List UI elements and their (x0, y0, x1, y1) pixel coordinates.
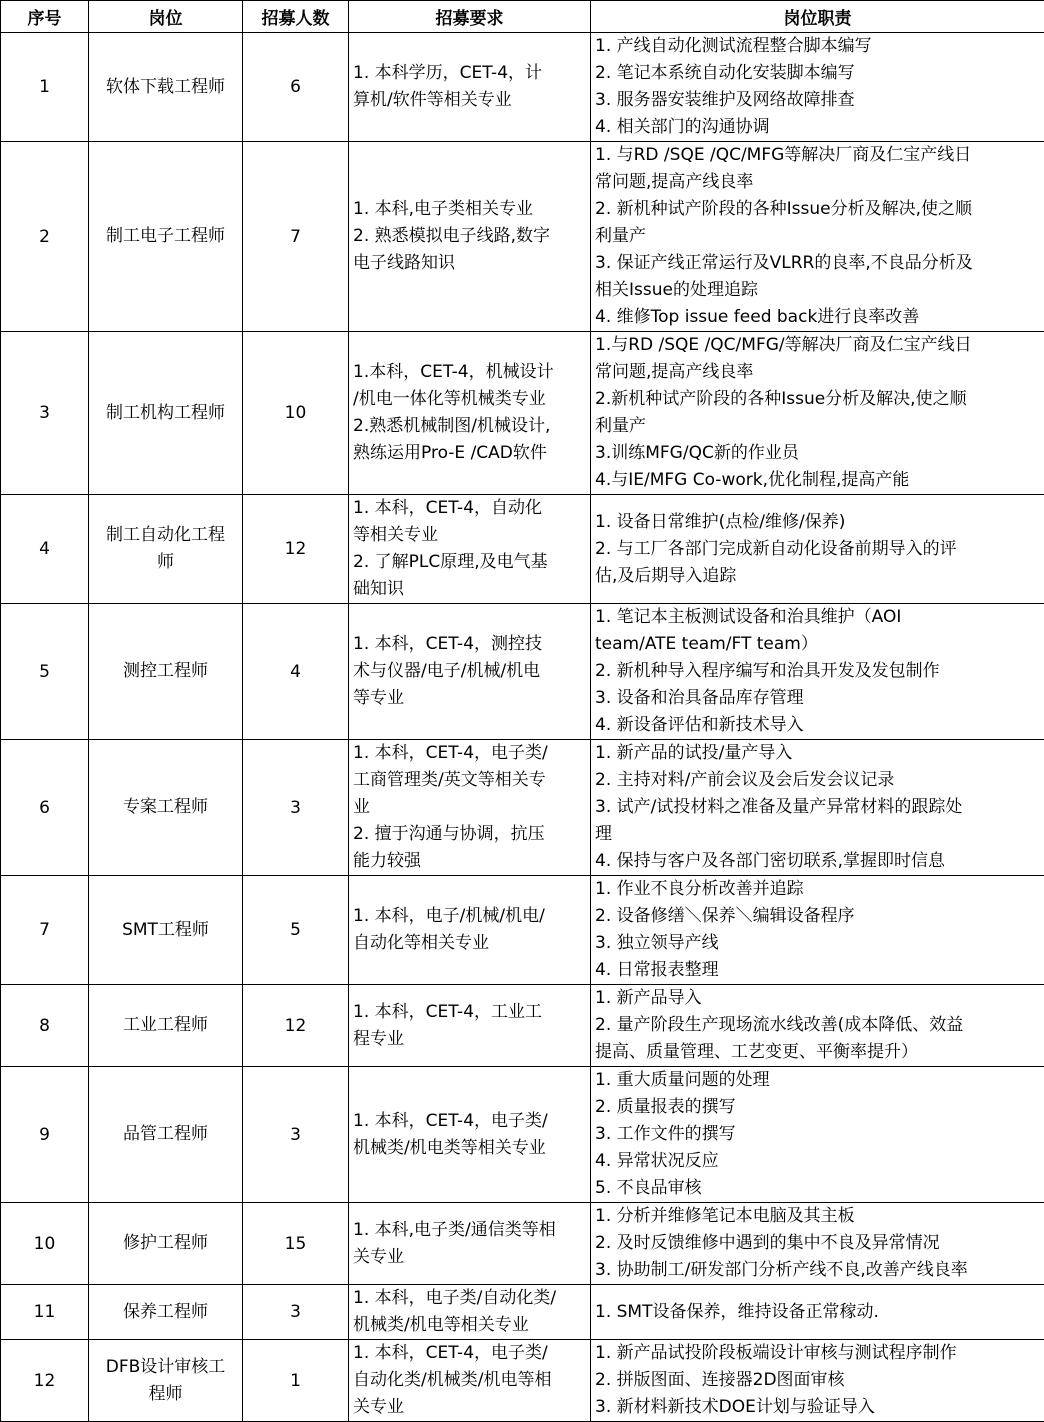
table-row (1, 1067, 1044, 1203)
cell-position (89, 985, 243, 1067)
duty-line: 4. 保持与客户及各部门密切联系,掌握即时信息 (595, 848, 1040, 875)
cell-headcount: 10 (243, 332, 349, 495)
requirement-line: 关专业 (353, 1394, 586, 1421)
requirement-line: 1. 本科，CET-4，测控技 (353, 631, 586, 658)
cell-duties (591, 1203, 1044, 1285)
table-row (1, 1285, 1044, 1340)
position-line: 测控工程师 (93, 658, 238, 685)
duty-line: 估,及后期导入追踪 (595, 563, 1040, 590)
cell-position (89, 332, 243, 495)
cell-headcount: 3 (243, 740, 349, 876)
position-line: 师 (93, 549, 238, 576)
cell-duties (591, 495, 1044, 604)
cell-requirements (349, 985, 591, 1067)
requirement-line: 1. 本科，CET-4，工业工 (353, 999, 586, 1026)
requirement-line: 1.本科，CET-4，机械设计 (353, 359, 586, 386)
cell-headcount: 1 (243, 1340, 349, 1422)
table-row (1, 876, 1044, 985)
cell-position (89, 876, 243, 985)
duty-line: 4.与IE/MFG Co-work,优化制程,提高产能 (595, 467, 1040, 494)
cell-duties (591, 985, 1044, 1067)
requirement-line: 2.熟悉机械制图/机械设计, (353, 413, 586, 440)
requirement-line: 程专业 (353, 1026, 586, 1053)
requirement-line: 1. 本科,电子类相关专业 (353, 196, 586, 223)
cell-position (89, 740, 243, 876)
header-duties: 岗位职责 (591, 1, 1044, 33)
cell-position (89, 495, 243, 604)
duty-line: 3. 工作文件的撰写 (595, 1121, 1040, 1148)
position-line: 制工机构工程师 (93, 400, 238, 427)
cell-requirements (349, 1285, 591, 1340)
duty-line: 3. 独立领导产线 (595, 930, 1040, 957)
cell-position (89, 1285, 243, 1340)
duty-line: 3. 保证产线正常运行及VLRR的良率,不良品分析及 (595, 250, 1040, 277)
position-line: 软体下载工程师 (93, 74, 238, 101)
position-line: 程师 (93, 1381, 238, 1408)
requirement-line: 1. 本科，CET-4，电子类/ (353, 1340, 586, 1367)
duty-line: 1. 笔记本主板测试设备和治具维护（AOI (595, 604, 1040, 631)
requirement-line: /机电一体化等机械类专业 (353, 386, 586, 413)
cell-requirements (349, 332, 591, 495)
duty-line: 1. 新产品试投阶段板端设计审核与测试程序制作 (595, 1340, 1040, 1367)
duty-line: 理 (595, 821, 1040, 848)
position-line: 保养工程师 (93, 1299, 238, 1326)
cell-position (89, 1203, 243, 1285)
cell-duties (591, 1067, 1044, 1203)
requirement-line: 2. 了解PLC原理,及电气基 (353, 549, 586, 576)
cell-duties (591, 876, 1044, 985)
cell-serial-no: 5 (1, 604, 89, 740)
requirement-line: 熟练运用Pro-E /CAD软件 (353, 440, 586, 467)
cell-duties (591, 604, 1044, 740)
cell-duties (591, 1285, 1044, 1340)
requirement-line: 1. 本科,电子类/通信类等相 (353, 1217, 586, 1244)
cell-headcount: 15 (243, 1203, 349, 1285)
cell-requirements (349, 1067, 591, 1203)
cell-requirements (349, 33, 591, 142)
requirement-line: 1. 本科，电子/机械/机电/ (353, 903, 586, 930)
cell-serial-no: 12 (1, 1340, 89, 1422)
cell-serial-no: 6 (1, 740, 89, 876)
duty-line: 1. SMT设备保养，维持设备正常稼动. (595, 1299, 1040, 1326)
duty-line: 1. 产线自动化测试流程整合脚本编写 (595, 33, 1040, 60)
table-row (1, 740, 1044, 876)
header-row (1, 1, 1044, 33)
cell-serial-no: 7 (1, 876, 89, 985)
cell-serial-no: 3 (1, 332, 89, 495)
duty-line: 3. 新材料新技术DOE计划与验证导入 (595, 1394, 1040, 1421)
cell-requirements (349, 1203, 591, 1285)
cell-serial-no: 9 (1, 1067, 89, 1203)
requirement-line: 1. 本科，CET-4，电子类/ (353, 1108, 586, 1135)
cell-serial-no: 8 (1, 985, 89, 1067)
cell-headcount: 7 (243, 142, 349, 332)
position-line: 工业工程师 (93, 1012, 238, 1039)
duty-line: 1. 作业不良分析改善并追踪 (595, 876, 1040, 903)
cell-requirements (349, 740, 591, 876)
cell-position (89, 604, 243, 740)
requirement-line: 业 (353, 794, 586, 821)
table-row (1, 985, 1044, 1067)
duty-line: 3.训练MFG/QC新的作业员 (595, 440, 1040, 467)
requirement-line: 机械类/机电等相关专业 (353, 1312, 586, 1339)
requirement-line: 2. 熟悉模拟电子线路,数字 (353, 223, 586, 250)
cell-headcount: 4 (243, 604, 349, 740)
requirement-line: 等相关专业 (353, 522, 586, 549)
table-row (1, 604, 1044, 740)
duty-line: 3. 设备和治具备品库存管理 (595, 685, 1040, 712)
cell-position (89, 142, 243, 332)
cell-position (89, 1067, 243, 1203)
duty-line: 1. 重大质量问题的处理 (595, 1067, 1040, 1094)
requirement-line: 机械类/机电类等相关专业 (353, 1135, 586, 1162)
duty-line: 2. 及时反馈维修中遇到的集中不良及异常情况 (595, 1230, 1040, 1257)
position-line: 制工电子工程师 (93, 223, 238, 250)
cell-headcount: 5 (243, 876, 349, 985)
requirement-line: 自动化等相关专业 (353, 930, 586, 957)
duty-line: 2. 新机种导入程序编写和治具开发及发包制作 (595, 658, 1040, 685)
requirement-line: 术与仪器/电子/机械/机电 (353, 658, 586, 685)
cell-position (89, 1340, 243, 1422)
cell-serial-no: 2 (1, 142, 89, 332)
requirement-line: 2. 擅于沟通与协调，抗压 (353, 821, 586, 848)
duty-line: 提高、质量管理、工艺变更、平衡率提升） (595, 1039, 1040, 1066)
duty-line: 1. 新产品导入 (595, 985, 1040, 1012)
duty-line: team/ATE team/FT team） (595, 631, 1040, 658)
header-headcount: 招募人数 (243, 1, 349, 33)
cell-requirements (349, 876, 591, 985)
cell-headcount: 3 (243, 1285, 349, 1340)
table-row (1, 1203, 1044, 1285)
position-line: 修护工程师 (93, 1230, 238, 1257)
cell-duties (591, 142, 1044, 332)
requirement-line: 自动化类/机械类/机电等相 (353, 1367, 586, 1394)
duty-line: 利量产 (595, 223, 1040, 250)
cell-serial-no: 4 (1, 495, 89, 604)
requirement-line: 1. 本科学历，CET-4，计 (353, 60, 586, 87)
cell-position (89, 33, 243, 142)
header-serial-no: 序号 (1, 1, 89, 33)
duty-line: 5. 不良品审核 (595, 1175, 1040, 1202)
duty-line: 1. 分析并维修笔记本电脑及其主板 (595, 1203, 1040, 1230)
duty-line: 常问题,提高产线良率 (595, 359, 1040, 386)
header-position: 岗位 (89, 1, 243, 33)
duty-line: 1.与RD /SQE /QC/MFG/等解决厂商及仁宝产线日 (595, 332, 1040, 359)
cell-requirements (349, 1340, 591, 1422)
cell-duties (591, 332, 1044, 495)
position-line: 制工自动化工程 (93, 522, 238, 549)
duty-line: 2. 笔记本系统自动化安装脚本编写 (595, 60, 1040, 87)
duty-line: 2. 设备修缮＼保养＼编辑设备程序 (595, 903, 1040, 930)
table-row (1, 142, 1044, 332)
duty-line: 4. 日常报表整理 (595, 957, 1040, 984)
position-line: 品管工程师 (93, 1121, 238, 1148)
duty-line: 2. 拼版图面、连接器2D图面审核 (595, 1367, 1040, 1394)
duty-line: 3. 协助制工/研发部门分析产线不良,改善产线良率 (595, 1257, 1040, 1284)
cell-headcount: 12 (243, 985, 349, 1067)
duty-line: 4. 异常状况反应 (595, 1148, 1040, 1175)
table-row (1, 33, 1044, 142)
cell-headcount: 12 (243, 495, 349, 604)
requirement-line: 1. 本科，CET-4，自动化 (353, 495, 586, 522)
duty-line: 1. 新产品的试投/量产导入 (595, 740, 1040, 767)
requirement-line: 工商管理类/英文等相关专 (353, 767, 586, 794)
cell-duties (591, 1340, 1044, 1422)
duty-line: 1. 设备日常维护(点检/维修/保养) (595, 509, 1040, 536)
duty-line: 4. 维修Top issue feed back进行良率改善 (595, 304, 1040, 331)
cell-serial-no: 1 (1, 33, 89, 142)
table-row (1, 1340, 1044, 1422)
requirement-line: 算机/软件等相关专业 (353, 87, 586, 114)
duty-line: 利量产 (595, 413, 1040, 440)
position-line: DFB设计审核工 (93, 1354, 238, 1381)
cell-requirements (349, 142, 591, 332)
cell-duties (591, 33, 1044, 142)
position-line: 专案工程师 (93, 794, 238, 821)
header-requirements: 招募要求 (349, 1, 591, 33)
table-row (1, 332, 1044, 495)
requirement-line: 1. 本科，CET-4，电子类/ (353, 740, 586, 767)
requirement-line: 1. 本科，电子类/自动化类/ (353, 1285, 586, 1312)
duty-line: 相关Issue的处理追踪 (595, 277, 1040, 304)
table-row (1, 495, 1044, 604)
requirement-line: 电子线路知识 (353, 250, 586, 277)
cell-serial-no: 11 (1, 1285, 89, 1340)
cell-serial-no: 10 (1, 1203, 89, 1285)
cell-requirements (349, 604, 591, 740)
duty-line: 常问题,提高产线良率 (595, 169, 1040, 196)
duty-line: 2. 量产阶段生产现场流水线改善(成本降低、效益 (595, 1012, 1040, 1039)
cell-headcount: 3 (243, 1067, 349, 1203)
requirement-line: 能力较强 (353, 848, 586, 875)
requirement-line: 等专业 (353, 685, 586, 712)
duty-line: 4. 相关部门的沟通协调 (595, 114, 1040, 141)
duty-line: 2. 与工厂各部门完成新自动化设备前期导入的评 (595, 536, 1040, 563)
position-line: SMT工程师 (93, 917, 238, 944)
duty-line: 2. 主持对料/产前会议及会后发会议记录 (595, 767, 1040, 794)
table-body (1, 33, 1044, 1422)
duty-line: 3. 试产/试投材料之准备及量产异常材料的跟踪处 (595, 794, 1040, 821)
duty-line: 2. 新机种试产阶段的各种Issue分析及解决,使之顺 (595, 196, 1040, 223)
cell-duties (591, 740, 1044, 876)
cell-headcount: 6 (243, 33, 349, 142)
requirement-line: 关专业 (353, 1244, 586, 1271)
cell-requirements (349, 495, 591, 604)
duty-line: 1. 与RD /SQE /QC/MFG等解决厂商及仁宝产线日 (595, 142, 1040, 169)
requirement-line: 础知识 (353, 576, 586, 603)
duty-line: 2.新机种试产阶段的各种Issue分析及解决,使之顺 (595, 386, 1040, 413)
duty-line: 2. 质量报表的撰写 (595, 1094, 1040, 1121)
duty-line: 3. 服务器安装维护及网络故障排查 (595, 87, 1040, 114)
duty-line: 4. 新设备评估和新技术导入 (595, 712, 1040, 739)
